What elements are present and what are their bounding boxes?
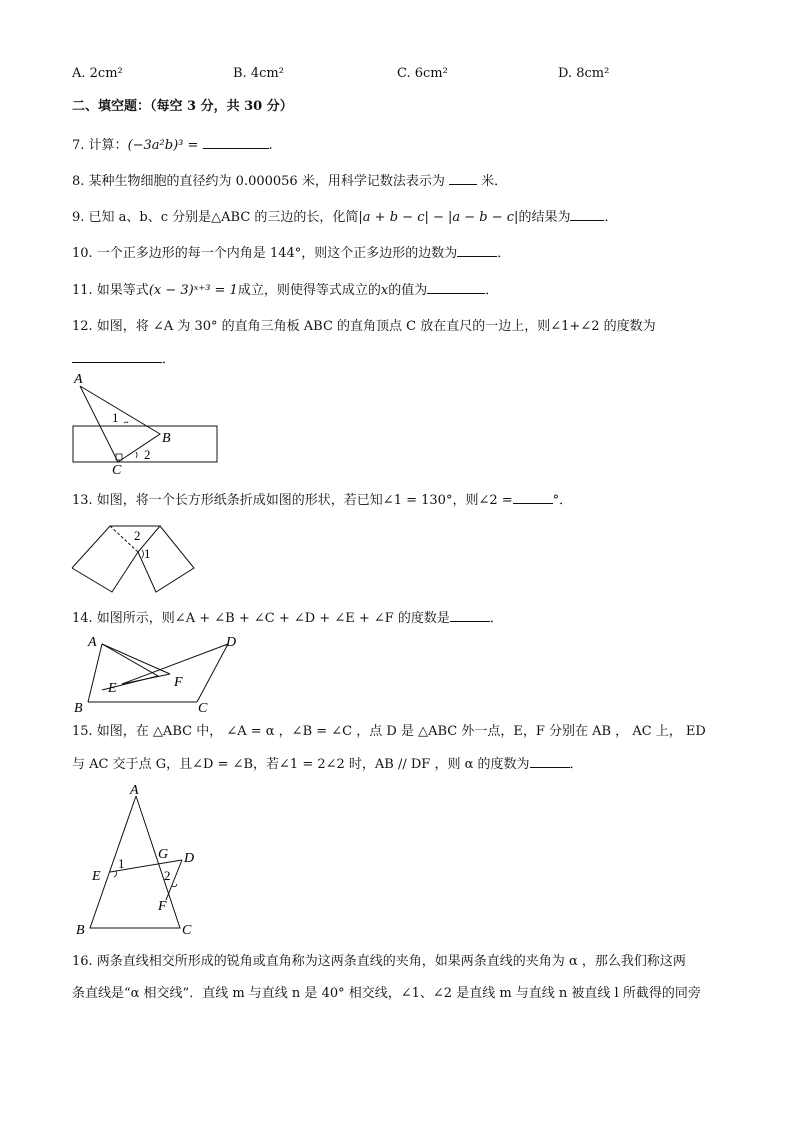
option-a: A. 2cm² bbox=[72, 66, 123, 81]
question-15-line-1: 15. 如图，在 △ABC 中， ∠A = α ，∠B = ∠C ，点 D 是 △ABC 外一点，E，F 分别在 AB ， AC 上， ED bbox=[72, 724, 706, 739]
question-10 bbox=[72, 244, 510, 263]
q9-text-b: 的结果为 bbox=[518, 210, 571, 225]
angle-2-arc bbox=[136, 452, 137, 458]
q9-end: ． bbox=[604, 210, 618, 225]
figure-15 bbox=[72, 782, 212, 942]
question-16-line-2: 条直线是“α 相交线”．直线 m 与直线 n 是 40° 相交线，∠1、∠2 是直线 m 与直线 n 被直线 l 所截得的同旁 bbox=[72, 986, 701, 1001]
q11-answer-blank[interactable] bbox=[427, 281, 485, 294]
line-e-f bbox=[122, 674, 170, 684]
question-14 bbox=[72, 609, 503, 628]
option-c: C. 6cm² bbox=[397, 66, 448, 81]
line-a-b bbox=[88, 644, 102, 702]
fig14-label-e: E bbox=[108, 681, 117, 696]
fig15-label-e: E bbox=[92, 869, 101, 884]
section-title: 二、填空题：（每空 3 分，共 30 分） bbox=[72, 99, 293, 114]
q11-text-b: 成立，则使得等式成立的 bbox=[237, 283, 381, 298]
q14-answer-blank[interactable] bbox=[450, 609, 490, 622]
q7-number: 7. bbox=[72, 138, 85, 153]
fig15-label-2: 2 bbox=[164, 868, 171, 883]
line-c-d bbox=[197, 644, 228, 702]
question-13 bbox=[72, 491, 572, 510]
option-b: B. 4cm² bbox=[233, 66, 284, 81]
q11-text-c: 的值为 bbox=[388, 283, 428, 298]
fig15-label-1: 1 bbox=[118, 856, 125, 871]
q8-unit: 米． bbox=[481, 174, 508, 189]
q11-variable: x bbox=[380, 283, 389, 298]
fig15-label-d: D bbox=[184, 851, 195, 866]
q15-end: ． bbox=[569, 757, 583, 772]
fig12-label-2: 2 bbox=[144, 447, 151, 462]
q11-expression: (x − 3)ˣ⁺³ = 1 bbox=[148, 283, 238, 298]
question-12-answer bbox=[72, 350, 175, 369]
q9-answer-blank[interactable] bbox=[570, 208, 604, 221]
option-d: D. 8cm² bbox=[558, 66, 610, 81]
fig15-label-g: G bbox=[158, 847, 169, 862]
q11-end: ． bbox=[485, 283, 499, 298]
question-8 bbox=[72, 172, 507, 191]
q13-answer-blank[interactable] bbox=[513, 491, 553, 504]
fig12-label-c: C bbox=[112, 463, 122, 478]
fig14-label-a: A bbox=[88, 635, 97, 650]
fig14-label-d: D bbox=[226, 635, 237, 650]
q11-text: 11. 如果等式 bbox=[72, 283, 149, 298]
q10-text: 10. 一个正多边形的每一个内角是 144°，则这个正多边形的边数为 bbox=[72, 246, 458, 261]
fig15-label-b: B bbox=[76, 923, 85, 938]
fig12-label-a: A bbox=[74, 372, 83, 387]
q7-end: . bbox=[268, 138, 273, 153]
q12-end: ． bbox=[162, 352, 176, 367]
q10-answer-blank[interactable] bbox=[457, 244, 497, 257]
question-9 bbox=[72, 208, 617, 227]
figure-14 bbox=[70, 632, 250, 716]
fig14-label-f: F bbox=[174, 675, 183, 690]
line-a-f bbox=[102, 644, 170, 674]
question-12: 12. 如图，将 ∠A 为 30° 的直角三角板 ABC 的直角顶点 C 放在直尺的一边上，则∠1+∠2 的度数为 bbox=[72, 319, 656, 334]
q12-answer-blank[interactable] bbox=[72, 350, 162, 363]
q8-text: 8. 某种生物细胞的直径约为 0.000056 米，用科学记数法表示为 bbox=[72, 174, 445, 189]
fig15-label-f: F bbox=[158, 899, 167, 914]
fig13-label-2: 2 bbox=[134, 528, 141, 543]
q13-end: °． bbox=[552, 493, 573, 508]
fig12-label-1: 1 bbox=[112, 410, 119, 425]
fig14-label-b: B bbox=[74, 701, 83, 716]
q14-end: ． bbox=[489, 611, 503, 626]
q7-expression: (−3a²b)³ = bbox=[127, 138, 199, 153]
fig15-label-c: C bbox=[182, 923, 192, 938]
q9-text: 9. 已知 a、b、c 分别是△ABC 的三边的长，化简 bbox=[72, 210, 359, 225]
q15-text-2: 与 AC 交于点 G，且∠D = ∠B，若∠1 = 2∠2 时，AB // DF ，则 α 的度数为 bbox=[72, 757, 530, 772]
figure-12 bbox=[66, 368, 226, 478]
question-16-line-1: 16. 两条直线相交所形成的锐角或直角称为这两条直线的夹角，如果两条直线的夹角为 α ，那么我们称这两 bbox=[72, 954, 686, 969]
q13-text: 13. 如图，将一个长方形纸条折成如图的形状，若已知∠1 = 130°，则∠2 = bbox=[72, 493, 513, 508]
question-15-line-2 bbox=[72, 755, 583, 774]
figure-13 bbox=[70, 522, 210, 592]
fig12-label-b: B bbox=[162, 431, 171, 446]
q10-end: ． bbox=[497, 246, 511, 261]
q8-answer-blank[interactable] bbox=[449, 172, 477, 185]
question-7 bbox=[72, 136, 273, 155]
fig15-label-a: A bbox=[130, 783, 139, 798]
angle-1-arc bbox=[114, 871, 117, 877]
q14-text: 14. 如图所示，则∠A + ∠B + ∠C + ∠D + ∠E + ∠F 的度数是 bbox=[72, 611, 450, 626]
fig14-label-c: C bbox=[198, 701, 208, 716]
q7-answer-blank[interactable] bbox=[203, 136, 269, 149]
q7-text: 计算： bbox=[88, 138, 128, 153]
q15-answer-blank[interactable] bbox=[530, 755, 570, 768]
q9-expression: |a + b − c| − |a − b − c| bbox=[358, 210, 519, 225]
question-11 bbox=[72, 281, 498, 300]
fig13-label-1: 1 bbox=[144, 546, 151, 561]
angle-1-arc bbox=[124, 422, 128, 423]
